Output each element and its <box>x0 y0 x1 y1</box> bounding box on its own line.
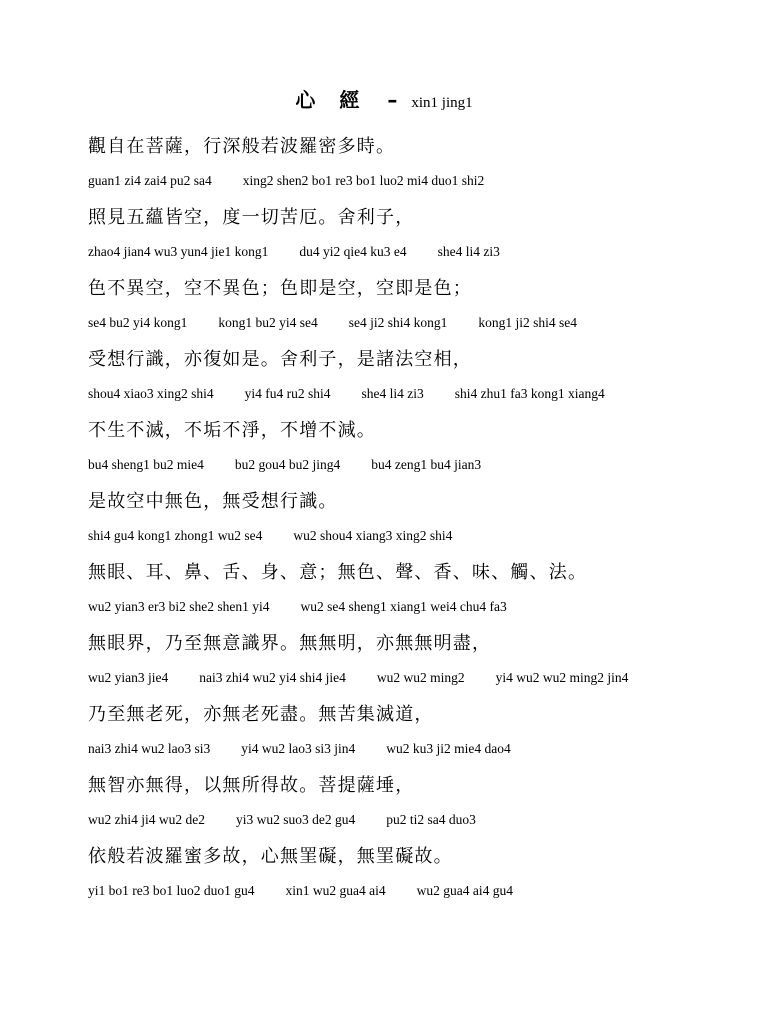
verse-chinese: 觀自在菩薩，行深般若波羅密多時。 <box>88 136 396 157</box>
pinyin-phrase: kong1 ji2 shi4 se4 <box>478 315 578 330</box>
pinyin-phrase: nai3 zhi4 wu2 yi4 shi4 jie4 <box>199 670 346 685</box>
verse-chinese: 依般若波羅蜜多故，心無罣礙，無罣礙故。 <box>88 846 453 867</box>
verse-pinyin <box>88 883 513 899</box>
verse-block <box>88 696 728 767</box>
verse-chinese: 無眼、耳、鼻、舌、身、意；無色、聲、香、味、觸、法。 <box>88 562 588 583</box>
verse-pinyin <box>88 386 605 402</box>
verse-chinese: 色不異空，空不異色；色即是空，空即是色； <box>88 278 472 299</box>
verse-chinese: 乃至無老死，亦無老死盡。無苦集滅道， <box>88 704 434 725</box>
verse-block <box>88 554 728 625</box>
pinyin-phrase: pu2 ti2 sa4 duo3 <box>386 812 476 827</box>
pinyin-phrase: se4 bu2 yi4 kong1 <box>88 315 188 330</box>
title-romanization: xin1 jing1 <box>411 95 473 111</box>
verse-block <box>88 199 728 270</box>
pinyin-phrase: wu2 yian3 er3 bi2 she2 shen1 yi4 <box>88 599 270 614</box>
pinyin-phrase: wu2 yian3 jie4 <box>88 670 169 685</box>
verse-pinyin <box>88 315 577 331</box>
pinyin-phrase: wu2 ku3 ji2 mie4 dao4 <box>386 741 511 756</box>
pinyin-phrase: du4 yi2 qie4 ku3 e4 <box>299 244 407 259</box>
pinyin-phrase: shi4 zhu1 fa3 kong1 xiang4 <box>454 386 605 401</box>
pinyin-phrase: se4 ji2 shi4 kong1 <box>348 315 448 330</box>
pinyin-phrase: wu2 wu2 ming2 <box>376 670 465 685</box>
verse-pinyin <box>88 457 481 473</box>
pinyin-phrase: bu4 sheng1 bu2 mie4 <box>88 457 204 472</box>
verse-pinyin <box>88 599 507 615</box>
verse-chinese: 照見五蘊皆空，度一切苦厄。舍利子， <box>88 207 415 228</box>
pinyin-phrase: bu2 gou4 bu2 jing4 <box>234 457 341 472</box>
pinyin-phrase: yi4 wu2 wu2 ming2 jin4 <box>495 670 629 685</box>
pinyin-phrase: yi4 fu4 ru2 shi4 <box>244 386 331 401</box>
pinyin-phrase: zhao4 jian4 wu3 yun4 jie1 kong1 <box>88 244 269 259</box>
verse-pinyin <box>88 173 484 189</box>
pinyin-phrase: wu2 se4 sheng1 xiang1 wei4 chu4 fa3 <box>300 599 507 614</box>
title-chinese: 心經 <box>295 88 384 112</box>
pinyin-phrase: she4 li4 zi3 <box>437 244 500 259</box>
pinyin-phrase: xing2 shen2 bo1 re3 bo1 luo2 mi4 duo1 shi2 <box>242 173 485 188</box>
verse-pinyin <box>88 528 452 544</box>
verse-pinyin <box>88 741 511 757</box>
pinyin-phrase: wu2 zhi4 ji4 wu2 de2 <box>88 812 205 827</box>
verse-block <box>88 341 728 412</box>
verse-chinese: 受想行識，亦復如是。舍利子，是諸法空相， <box>88 349 472 370</box>
pinyin-phrase: yi4 wu2 lao3 si3 jin4 <box>241 741 356 756</box>
pinyin-phrase: bu4 zeng1 bu4 jian3 <box>371 457 482 472</box>
verse-pinyin <box>88 670 628 686</box>
verse-pinyin <box>88 244 500 260</box>
verse-block <box>88 270 728 341</box>
verse-chinese: 無眼界，乃至無意識界。無無明，亦無無明盡， <box>88 633 492 654</box>
pinyin-phrase: shou4 xiao3 xing2 shi4 <box>88 386 214 401</box>
verse-block <box>88 625 728 696</box>
pinyin-phrase: shi4 gu4 kong1 zhong1 wu2 se4 <box>88 528 263 543</box>
verse-block <box>88 412 728 483</box>
verse-block <box>88 838 728 909</box>
verse-block <box>88 483 728 554</box>
pinyin-phrase: nai3 zhi4 wu2 lao3 si3 <box>88 741 211 756</box>
pinyin-phrase: kong1 bu2 yi4 se4 <box>218 315 318 330</box>
verse-chinese: 不生不滅，不垢不淨，不增不減。 <box>88 420 376 441</box>
pinyin-phrase: xin1 wu2 gua4 ai4 <box>285 883 386 898</box>
document-title <box>0 84 768 113</box>
verse-pinyin <box>88 812 476 828</box>
pinyin-phrase: wu2 shou4 xiang3 xing2 shi4 <box>293 528 453 543</box>
pinyin-phrase: yi1 bo1 re3 bo1 luo2 duo1 gu4 <box>88 883 255 898</box>
pinyin-phrase: she4 li4 zi3 <box>361 386 424 401</box>
title-dash: – <box>387 88 398 112</box>
pinyin-phrase: guan1 zi4 zai4 pu2 sa4 <box>88 173 212 188</box>
verse-block <box>88 767 728 838</box>
verse-block <box>88 128 728 199</box>
pinyin-phrase: wu2 gua4 ai4 gu4 <box>416 883 513 898</box>
verse-chinese: 是故空中無色，無受想行識。 <box>88 491 338 512</box>
verse-chinese: 無智亦無得，以無所得故。菩提薩埵， <box>88 775 415 796</box>
sutra-text <box>88 128 728 909</box>
pinyin-phrase: yi3 wu2 suo3 de2 gu4 <box>236 812 356 827</box>
